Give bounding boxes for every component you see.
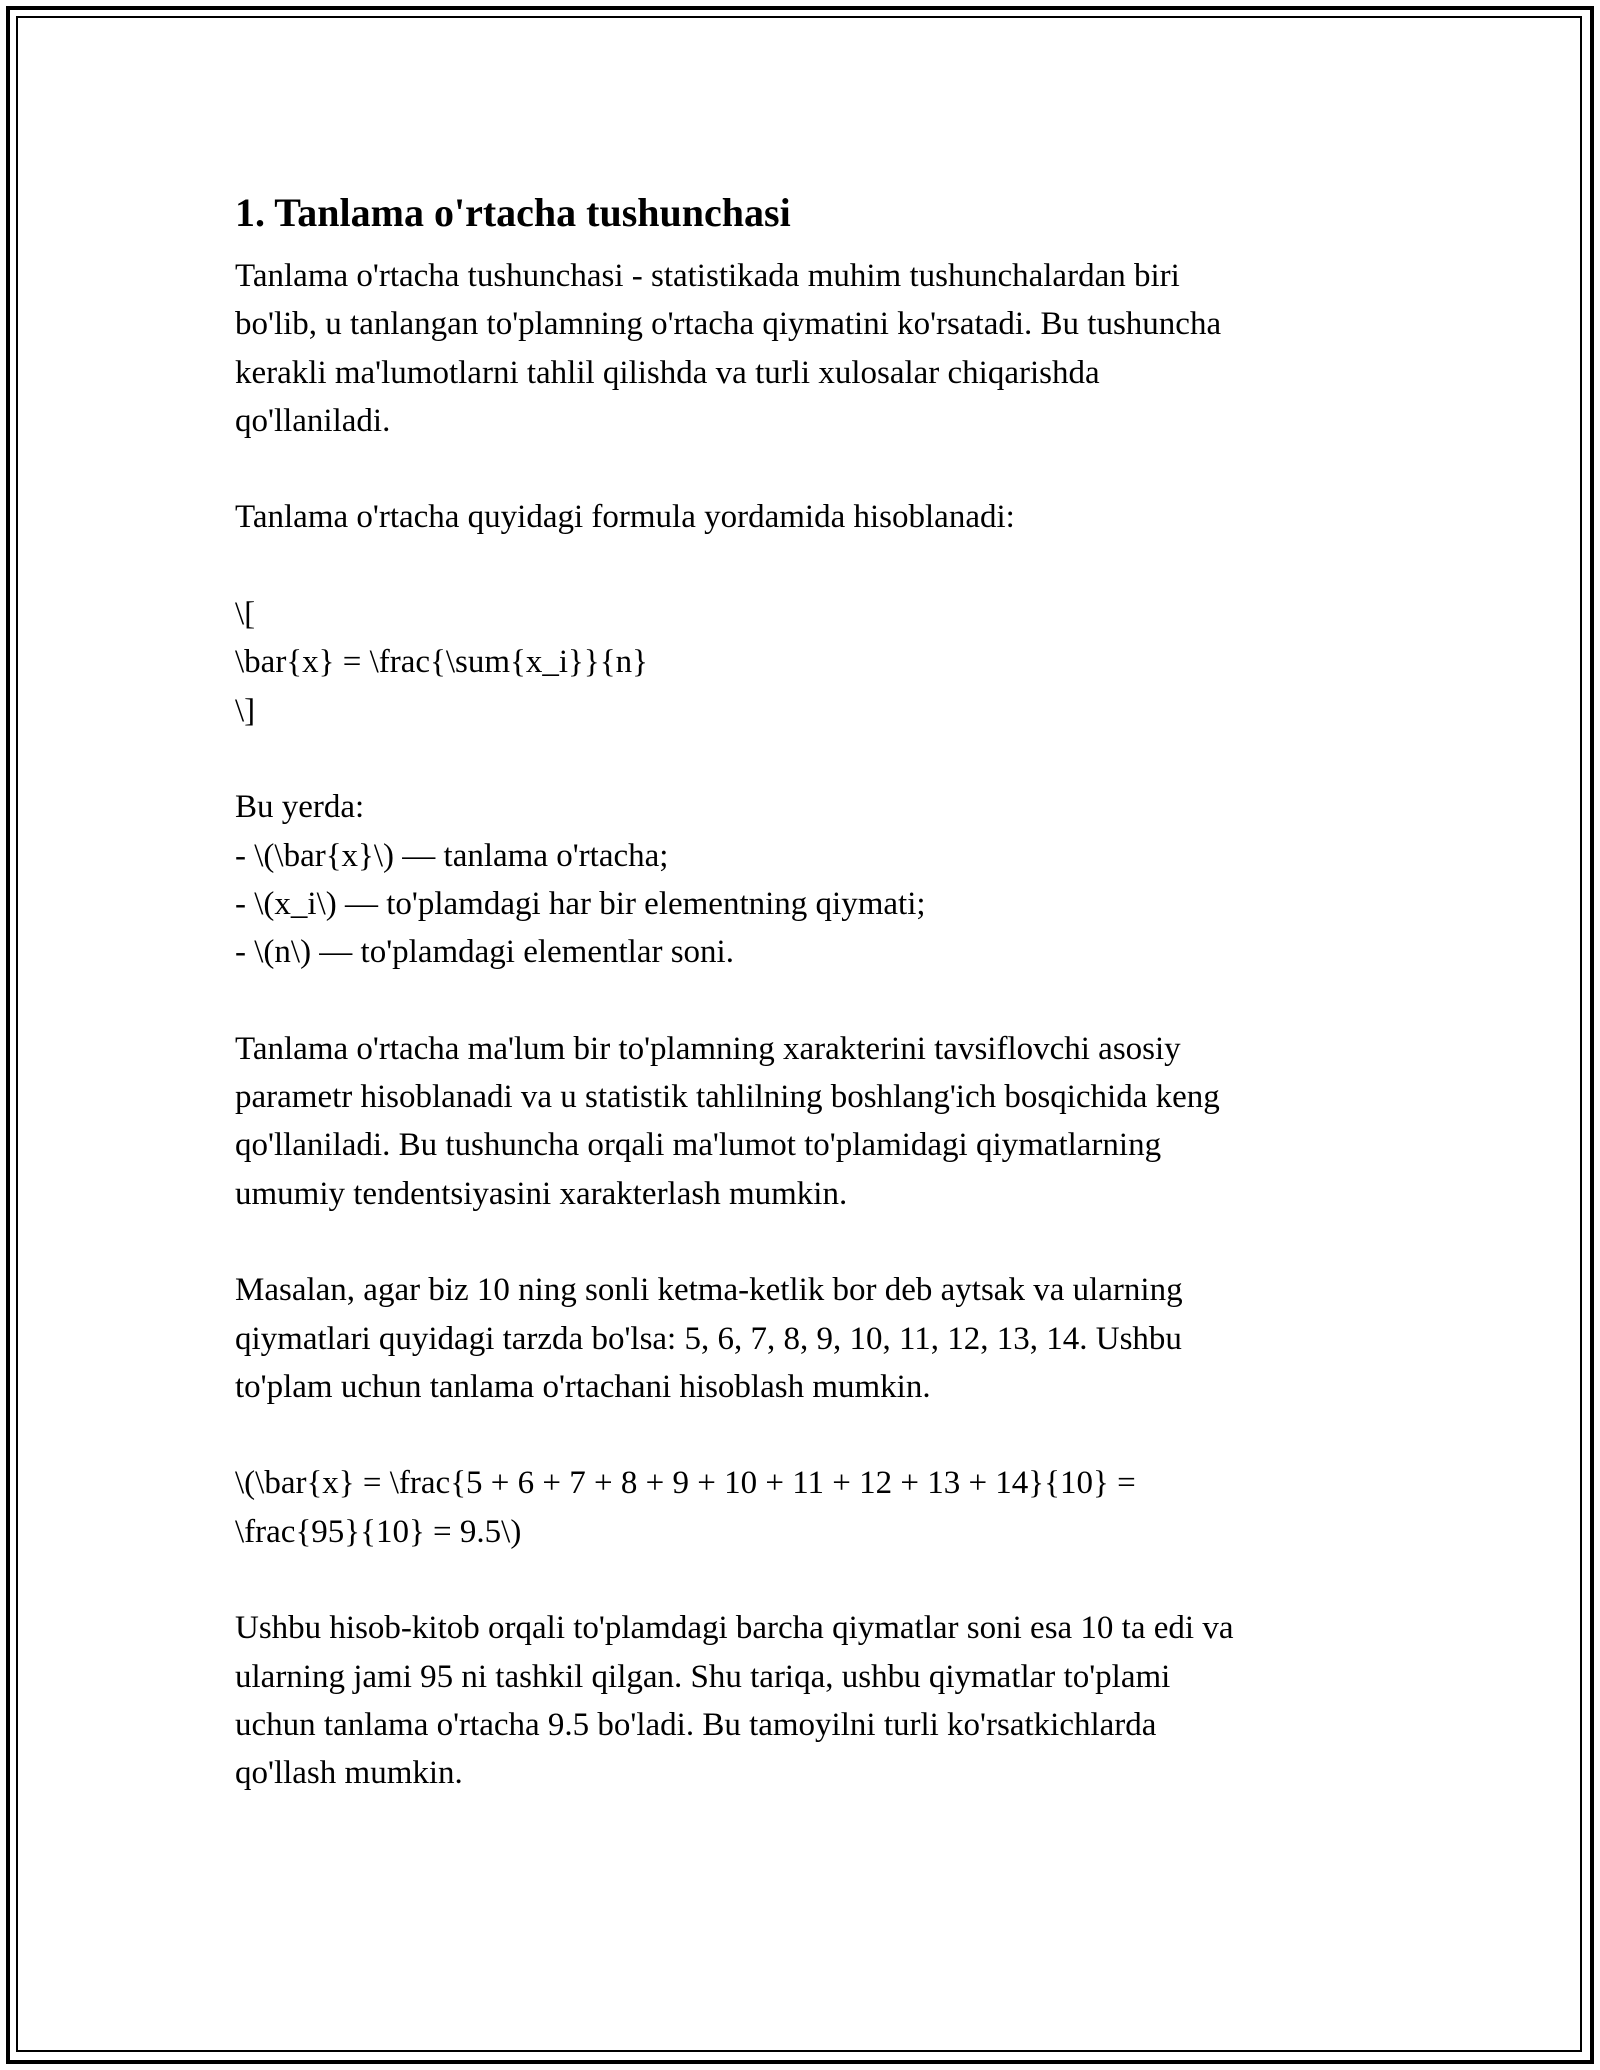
- definitions-list: [235, 783, 1375, 976]
- conclusion-paragraph: [235, 1604, 1375, 1797]
- text-line: bo'lib, u tanlangan to'plamning o'rtacha qiymatini ko'rsatadi. Bu tushuncha: [235, 306, 1222, 343]
- formula-line: \frac{95}{10} = 9.5\): [235, 1513, 522, 1550]
- definitions-heading: Bu yerda:: [235, 789, 365, 826]
- example-formula: [235, 1459, 1375, 1556]
- mean-formula: [235, 590, 1375, 735]
- text-line: Tanlama o'rtacha tushunchasi - statistikada muhim tushunchalardan biri: [235, 258, 1180, 294]
- document-body: [235, 186, 1375, 1846]
- formula-line: \(\bar{x} = \frac{5 + 6 + 7 + 8 + 9 + 10 + 11 + 12 + 13 + 14}{10} =: [235, 1465, 1136, 1502]
- text-line: parametr hisoblanadi va u statistik tahlilning boshlang'ich bosqichida keng: [235, 1079, 1220, 1116]
- intro-paragraph: [235, 252, 1375, 445]
- explanation-paragraph: [235, 1025, 1375, 1218]
- text-line: to'plam uchun tanlama o'rtachani hisoblash mumkin.: [235, 1368, 931, 1405]
- text-line: Masalan, agar biz 10 ning sonli ketma-ketlik bor deb aytsak va ularning: [235, 1272, 1183, 1309]
- text-line: uchun tanlama o'rtacha 9.5 bo'ladi. Bu tamoyilni turli ko'rsatkichlarda: [235, 1706, 1157, 1743]
- text-line: qo'llaniladi. Bu tushuncha orqali ma'lumot to'plamidagi qiymatlarning: [235, 1127, 1162, 1164]
- definition-item: - \(\bar{x}\) — tanlama o'rtacha;: [235, 837, 669, 874]
- formula-line: \bar{x} = \frac{\sum{x_i}}{n}: [235, 644, 648, 681]
- formula-line: \]: [235, 692, 256, 729]
- text-line: qo'llash mumkin.: [235, 1755, 463, 1792]
- definition-item: - \(n\) — to'plamdagi elementlar soni.: [235, 934, 734, 971]
- text-line: Tanlama o'rtacha quyidagi formula yordamida hisoblanadi:: [235, 499, 1015, 536]
- text-line: qiymatlari quyidagi tarzda bo'lsa: 5, 6, 7, 8, 9, 10, 11, 12, 13, 14. Ushbu: [235, 1320, 1182, 1357]
- formula-line: \[: [235, 596, 256, 633]
- definition-item: - \(x_i\) — to'plamdagi har bir elementning qiymati;: [235, 885, 926, 922]
- text-line: qo'llaniladi.: [235, 402, 391, 439]
- section-heading: 1. Tanlama o'rtacha tushunchasi: [235, 190, 791, 235]
- text-line: Ushbu hisob-kitob orqali to'plamdagi barcha qiymatlar soni esa 10 ta edi va: [235, 1610, 1234, 1647]
- text-line: kerakli ma'lumotlarni tahlil qilishda va turli xulosalar chiqarishda: [235, 354, 1100, 391]
- text-line: Tanlama o'rtacha ma'lum bir to'plamning xarakterini tavsiflovchi asosiy: [235, 1030, 1181, 1067]
- example-paragraph: [235, 1266, 1375, 1411]
- formula-intro-paragraph: [235, 493, 1375, 541]
- text-line: umumiy tendentsiyasini xarakterlash mumkin.: [235, 1175, 848, 1212]
- text-line: ularning jami 95 ni tashkil qilgan. Shu tariqa, ushbu qiymatlar to'plami: [235, 1658, 1171, 1695]
